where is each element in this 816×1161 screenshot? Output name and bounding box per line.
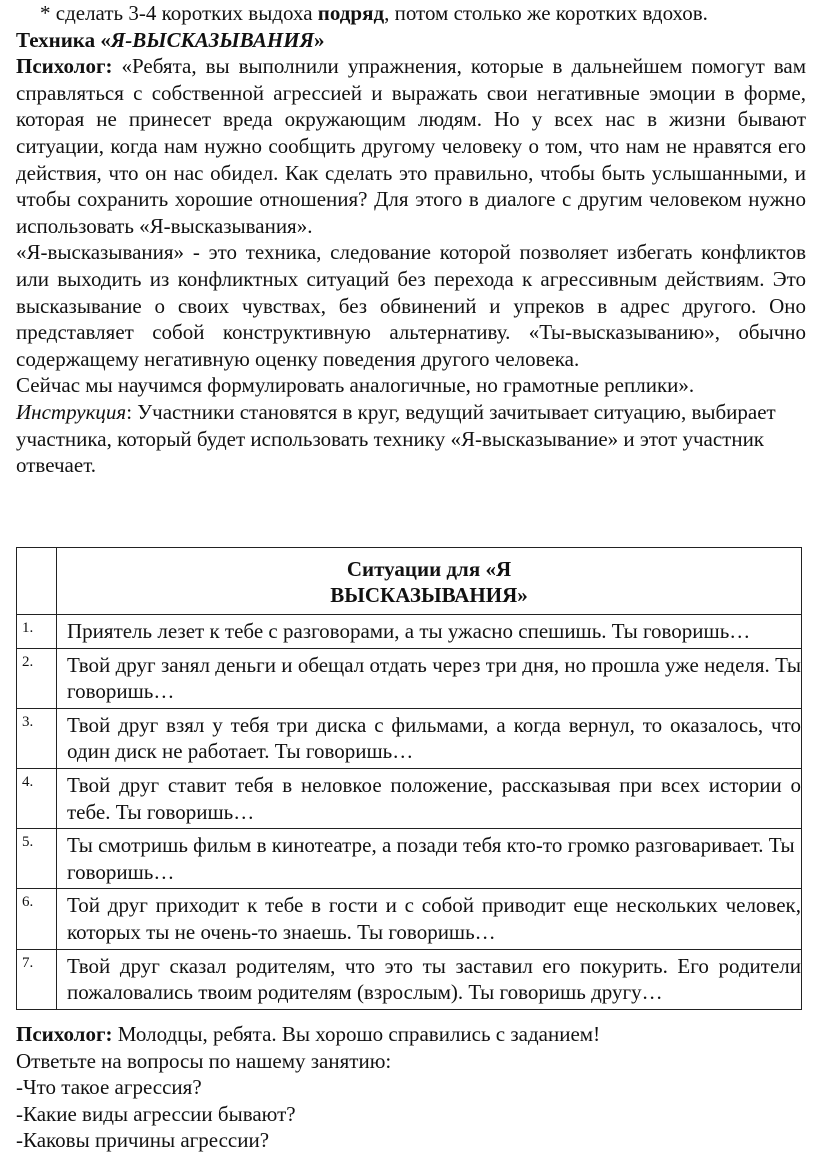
intro-bold-word: подряд: [317, 1, 385, 25]
question-item: -Каковы причины агрессии?: [16, 1128, 270, 1153]
table-row: 5. Ты смотришь фильм в кинотеатре, а позади тебя кто-то громко разговаривает. Ты говоришь…: [17, 829, 802, 889]
closing-psychologist-label: Психолог:: [16, 1022, 113, 1046]
table-row: 2. Твой друг занял деньги и обещал отдать через три дня, но прошла уже неделя. Ты говоришь…: [17, 648, 802, 708]
closing-prompt: Ответьте на вопросы по нашему занятию:: [16, 1048, 392, 1073]
table-row: 4. Твой друг ставит тебя в неловкое положение, рассказывая при всех истории о тебе. Ты говоришь…: [17, 768, 802, 828]
technique-heading: Техника «Я-ВЫСКАЗЫВАНИЯ»: [16, 27, 325, 52]
table-header-row: [17, 548, 802, 615]
table-header: Ситуации для «Я ВЫСКАЗЫВАНИЯ»: [57, 548, 802, 615]
closing-section: [16, 1021, 806, 1154]
closing-line: Психолог: Молодцы, ребята. Вы хорошо справились с заданием!: [16, 1022, 601, 1046]
psychologist-label: Психолог:: [16, 54, 113, 79]
intro-line: * сделать 3-4 коротких выдоха подряд, потом столько же коротких вдохов.: [40, 1, 708, 25]
situations-table: [16, 547, 802, 1010]
question-item: -Какие виды агрессии бывают?: [16, 1101, 296, 1126]
instruction-label: Инструкция: [16, 399, 127, 424]
paragraph-1: Психолог: «Ребята, вы выполнили упражнения, которые в дальнейшем помогут вам справляться с собственной агрессией и выражать свои негативные эмоции в форме, которая не принесет вреда окружающим людям. Но у всех нас в жизни бывают ситуации, когда нам нужно сообщить другому человеку о том, что нам не нравятся его действия, что он нас обидел. Как сделать это правильно, чтобы быть услышанными, и чтобы сохранить хорошие отношения? Для этого в диалоге с другим человеком нужно использовать «Я-высказывания».: [16, 54, 807, 238]
table-row: 7. Твой друг сказал родителям, что это ты заставил его покурить. Его родители пожаловались твоим родителям (взрослым). Ты говоришь другу…: [17, 949, 802, 1009]
table-row: 1. Приятель лезет к тебе с разговорами, а ты ужасно спешишь. Ты говоришь…: [17, 615, 802, 649]
paragraph-3: Сейчас мы научимся формулировать аналогичные, но грамотные реплики».: [16, 373, 695, 398]
table-row: 6. Той друг приходит к тебе в гости и с собой приводит еще нескольких человек, которых ты не очень-то знаешь. Ты говоришь…: [17, 889, 802, 949]
table-row: 3. Твой друг взял у тебя три диска с фильмами, а когда вернул, то оказалось, что один диск не работает. Ты говоришь…: [17, 708, 802, 768]
technique-name: Я-ВЫСКАЗЫВАНИЯ: [110, 27, 315, 52]
paragraph-2: «Я-высказывания» - это техника, следование которой позволяет избегать конфликтов или выходить из конфликтных ситуаций без перехода к агрессивным действиям. Это высказывание о своих чувствах, без обвинений и упреков в адрес другого. Оно представляет собой конструктивную альтернативу. «Ты-высказыванию», обычно содержащему негативную оценку поведения другого человека.: [16, 240, 806, 371]
question-item: -Что такое агрессия?: [16, 1075, 202, 1100]
document-body: [16, 0, 806, 479]
header-num-cell: [17, 548, 57, 615]
instruction-paragraph: Инструкция: Участники становятся в круг, ведущий зачитывает ситуацию, выбирает участника, который будет использовать технику «Я-высказывание» и этот участник отвечает.: [16, 399, 776, 478]
